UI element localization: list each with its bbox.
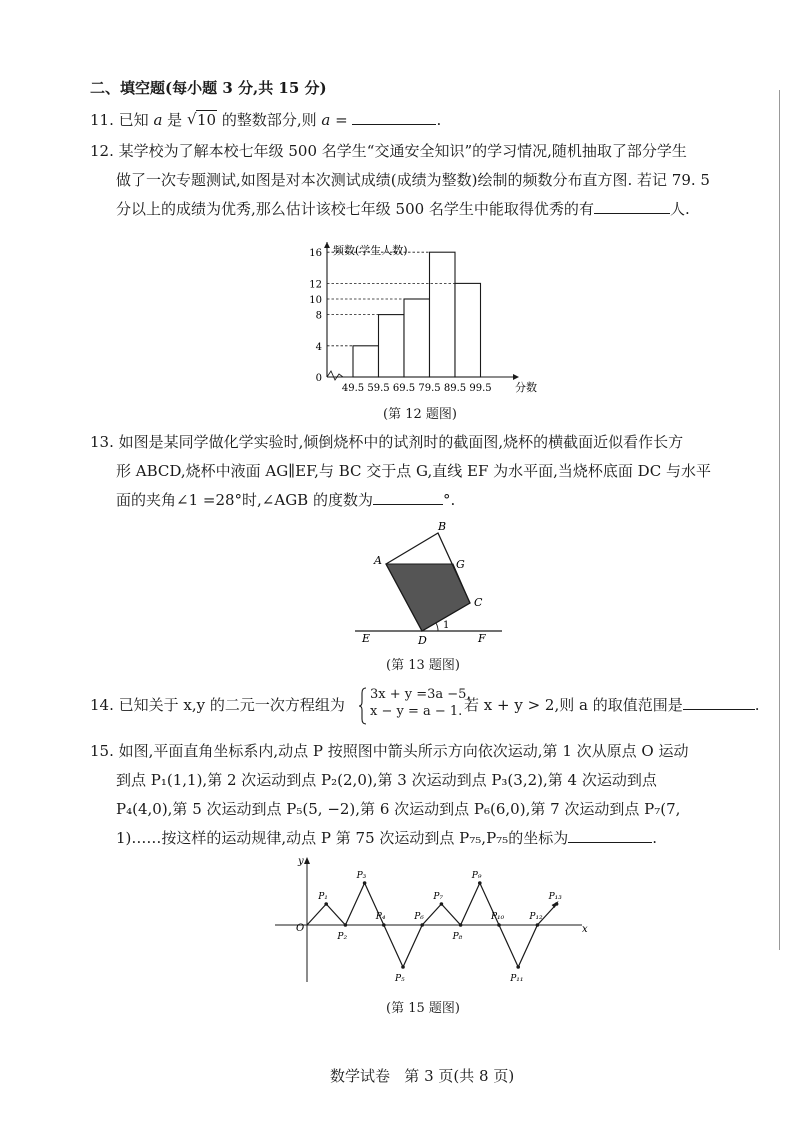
q12-line-3-post: 人. — [669, 200, 690, 218]
point-dot — [459, 923, 463, 927]
point-dot — [382, 923, 386, 927]
y-axis-arrow-icon — [304, 857, 310, 864]
q13-line-1: 13. 如图是某同学做化学实验时,倾倒烧杯中的试剂时的截面图,烧杯的横截面近似看作长方 — [90, 433, 684, 451]
point-dot — [478, 881, 482, 885]
q13-line-3-post: °. — [442, 491, 456, 509]
page-footer: 数学试卷 第 3 页(共 8 页) — [330, 1067, 515, 1085]
point-label: P₉ — [471, 871, 482, 881]
y-tick-label: 10 — [309, 295, 322, 306]
label-angle-1: 1 — [443, 620, 450, 631]
point-dot — [555, 902, 559, 906]
y-tick-label: 12 — [309, 279, 322, 291]
q14-pre: 14. 已知关于 x,y 的二元一次方程组为 — [90, 696, 345, 714]
equation-2: x − y = a − 1. — [370, 704, 463, 719]
x-tick-label: 89.5 — [443, 383, 467, 394]
x-tick-label: 49.5 — [341, 383, 365, 394]
x-axis-label: 分数 — [515, 381, 537, 394]
label-c: C — [474, 596, 483, 609]
axis-break-icon — [327, 371, 343, 380]
q12-line-1: 12. 某学校为了解本校七年级 500 名学生“交通安全知识”的学习情况,随机抽取了部分学生 — [90, 142, 687, 160]
y-tick-label: 16 — [309, 248, 322, 260]
q15-line-2: 到点 P₁(1,1),第 2 次运动到点 P₂(2,0),第 3 次运动到点 P₃(3,2),第 4 次运动到点 — [116, 771, 657, 789]
q13-line-3-pre: 面的夹角∠1 =28°时,∠AGB 的度数为 — [116, 491, 373, 509]
label-g: G — [456, 558, 465, 571]
q14-end: . — [754, 696, 760, 714]
q11-is: 是 — [167, 111, 183, 129]
label-b: B — [438, 520, 447, 533]
point-label: P₂ — [337, 932, 348, 942]
q11-prefix: 已知 — [118, 111, 149, 129]
label-d: D — [418, 634, 427, 647]
q15-line-4-pre: 1)……按这样的运动规律,动点 P 第 75 次运动到点 P₇₅,P₇₅的坐标为 — [116, 829, 569, 847]
q15-line-4 — [116, 828, 657, 848]
question-15 — [90, 741, 770, 851]
y-tick-label: 4 — [315, 341, 322, 353]
scan-edge-line — [779, 90, 780, 950]
y-tick-label: 8 — [315, 310, 322, 322]
q15-line-3: P₄(4,0),第 5 次运动到点 P₅(5, −2),第 6 次运动到点 P₆(6,0),第 7 次运动到点 P₇(7, — [116, 800, 681, 818]
sqrt-expression — [187, 110, 217, 130]
point-dot — [536, 923, 540, 927]
point-label: P₁₁ — [510, 974, 524, 984]
point-label: P₁₂ — [529, 912, 543, 922]
q13-answer-blank[interactable] — [373, 490, 443, 505]
q14-answer-blank[interactable] — [683, 695, 755, 710]
angle-1-arc — [436, 623, 438, 631]
x-tick-label: 69.5 — [392, 383, 416, 394]
equation-1: 3x + y =3a −5, — [370, 687, 471, 702]
x-axis-arrow-icon — [513, 374, 519, 380]
label-f: F — [478, 632, 486, 645]
point-label: P₁ — [318, 892, 328, 902]
point-dot — [516, 965, 520, 969]
point-label: P₅ — [395, 974, 405, 984]
histogram-bar — [430, 252, 456, 377]
point-dot — [344, 923, 348, 927]
brace-icon — [358, 687, 368, 725]
q12-line-3 — [116, 199, 690, 219]
y-axis-arrow-icon — [324, 242, 330, 248]
q13-line-2: 形 ABCD,烧杯中液面 AG∥EF,与 BC 交于点 G,直线 EF 为水平面,当烧杯底面 DC 与水平 — [116, 462, 711, 480]
question-11 — [90, 110, 441, 130]
point-label: P₇ — [433, 892, 444, 902]
origin-label: O — [296, 923, 305, 934]
q12-caption: (第 12 题图) — [383, 407, 457, 422]
point-label: P₆ — [414, 912, 424, 922]
section-title: 二、填空题(每小题 3 分,共 15 分) — [90, 79, 327, 97]
q11-suffix: 的整数部分,则 — [221, 111, 317, 129]
x-tick-label: 99.5 — [469, 383, 492, 394]
q13-line-3 — [116, 490, 455, 510]
q15-caption: (第 15 题图) — [386, 1001, 460, 1016]
histogram-bar — [379, 315, 405, 377]
histogram-chart — [305, 232, 545, 402]
point-dot — [324, 902, 328, 906]
q15-line-1: 15. 如图,平面直角坐标系内,动点 P 按照图中箭头所示方向依次运动,第 1 次从原点 O 运动 — [90, 742, 689, 760]
q11-var-a: a — [153, 111, 163, 129]
q11-end: . — [436, 111, 442, 129]
x-tick-label: 59.5 — [367, 383, 390, 394]
q12-line-3-pre: 分以上的成绩为优秀,那么估计该校七年级 500 名学生中能取得优秀的有 — [116, 200, 594, 218]
equation-system — [370, 686, 471, 720]
q14-mid — [464, 695, 759, 715]
q11-tail: = — [330, 111, 348, 129]
x-tick-label: 79.5 — [418, 383, 441, 394]
beaker-figure — [350, 518, 520, 648]
histogram-bar — [455, 283, 481, 377]
point-dot — [420, 923, 424, 927]
histogram-bar — [404, 299, 430, 377]
y-axis-label: 频数(学生人数) — [333, 244, 408, 257]
point-label: P₁₃ — [548, 892, 562, 902]
q15-line-4-post: . — [652, 829, 657, 847]
question-12 — [90, 141, 770, 221]
zigzag-figure — [270, 852, 600, 987]
label-a: A — [374, 554, 382, 567]
sqrt-radicand: 10 — [196, 111, 217, 129]
point-label: P₁₀ — [491, 912, 505, 922]
x-axis-label: x — [582, 924, 588, 935]
q12-line-2: 做了一次专题测试,如图是对本次测试成绩(成绩为整数)绘制的频数分布直方图. 若记 79. 5 — [116, 171, 710, 189]
q11-answer-blank[interactable] — [352, 110, 436, 125]
q11-var-a-2: a — [321, 111, 331, 129]
label-e: E — [362, 632, 371, 645]
point-label: P₄ — [375, 912, 386, 922]
q12-answer-blank[interactable] — [594, 199, 670, 214]
q15-answer-blank[interactable] — [568, 828, 652, 843]
point-label: P₈ — [452, 932, 463, 942]
point-dot — [401, 965, 405, 969]
histogram-bar — [353, 346, 379, 377]
point-dot — [440, 902, 444, 906]
q13-caption: (第 13 题图) — [386, 658, 460, 673]
q14-mid-text: 若 x + y > 2,则 a 的取值范围是 — [464, 696, 683, 714]
y-tick-label: 0 — [315, 373, 322, 384]
question-14 — [90, 684, 770, 728]
y-axis-label: y — [298, 856, 304, 867]
q11-number: 11. — [90, 111, 114, 129]
point-dot — [363, 881, 367, 885]
radical-icon: √ — [186, 110, 197, 128]
question-13 — [90, 432, 770, 512]
point-label: P₃ — [356, 871, 367, 881]
point-dot — [497, 923, 501, 927]
